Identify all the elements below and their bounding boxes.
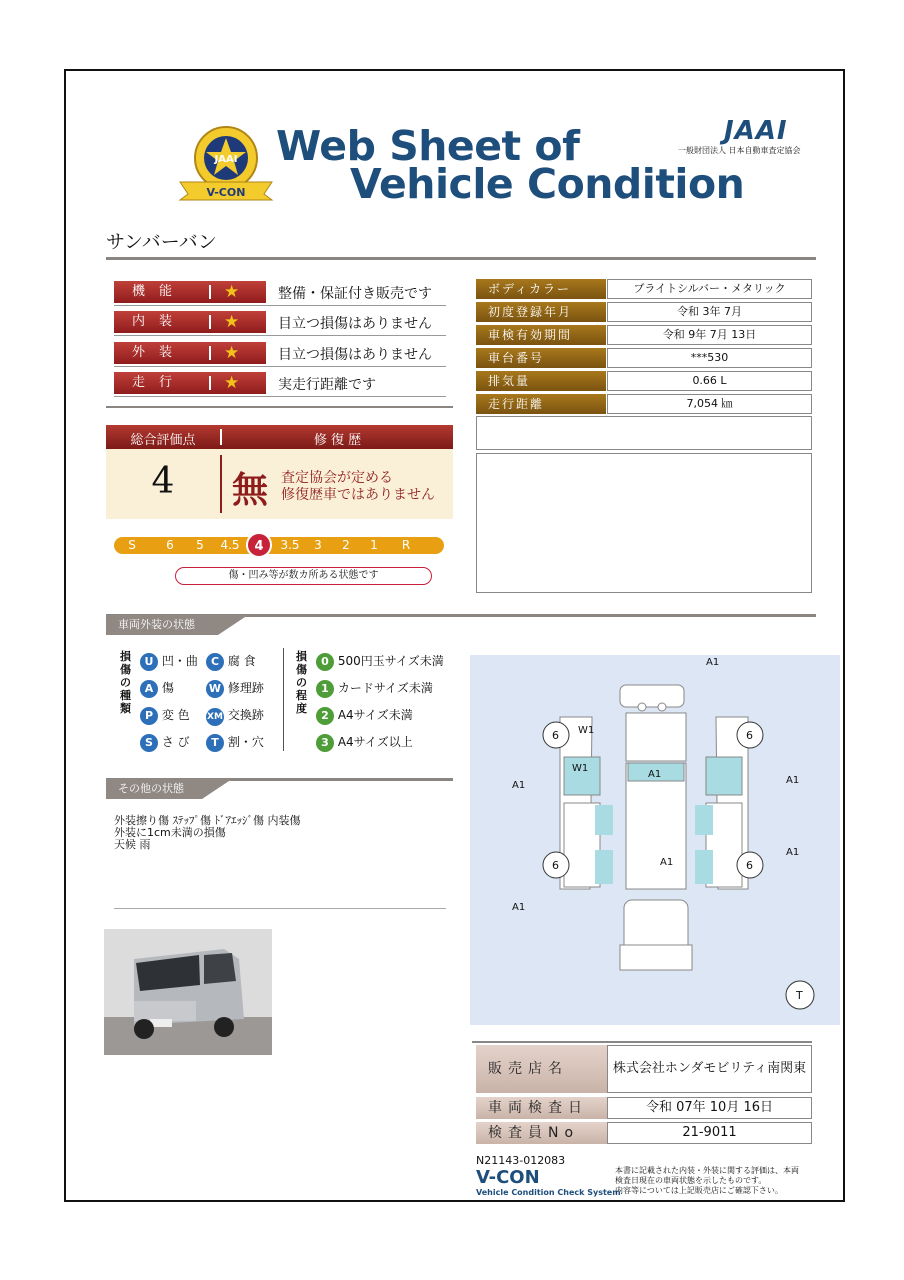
- grade-note: 傷・凹み等が数カ所ある状態です: [175, 567, 432, 585]
- spec-label-displacement: 排気量: [476, 371, 606, 391]
- diag-tire-rr: 6: [746, 859, 753, 872]
- type-T: T 割・穴: [206, 733, 264, 752]
- date-label: 車両検査日: [476, 1097, 607, 1119]
- other-line-2: 外装に1cm未満の損傷: [114, 826, 226, 839]
- grade-mark-4: 4: [246, 532, 272, 558]
- diag-a1-left-bottom: A1: [512, 902, 526, 913]
- degree-3: 3 A4サイズ以上: [316, 733, 413, 752]
- rating-label-mileage: 走行 ★: [114, 372, 266, 394]
- rating-label-interior: 内装 ★: [114, 311, 266, 333]
- footer-note-1: 本書に記載された内装・外装に関する評価は、本両: [615, 1166, 799, 1175]
- rating-text-function: 整備・保証付き販売です: [278, 286, 432, 302]
- exterior-section-title: 車両外装の状態: [106, 615, 218, 635]
- org-name: 一般財団法人 日本自動車査定協会: [678, 146, 801, 155]
- spec-value-registration: 令和 3年 7月: [607, 302, 812, 322]
- diag-a1-right-top: A1: [786, 775, 800, 786]
- title-line1: Web Sheet of: [276, 122, 580, 170]
- diag-a1-roof: A1: [648, 769, 662, 780]
- grade-mark-S: S: [128, 538, 136, 552]
- grade-mark-2: 2: [342, 538, 350, 552]
- overall-score: 4: [151, 461, 175, 502]
- star-icon: ★: [224, 343, 240, 363]
- rating-text-mileage: 実走行距離です: [278, 377, 376, 393]
- footer-brand: V-CON: [476, 1167, 540, 1188]
- footer-brand-sub: Vehicle Condition Check System: [476, 1188, 621, 1197]
- grade-mark-1: 1: [370, 538, 378, 552]
- grade-mark-4.5: 4.5: [220, 538, 240, 552]
- type-A: A 傷: [140, 679, 174, 698]
- rating-text-interior: 目立つ損傷はありません: [278, 316, 432, 332]
- jaai-logo: JAAI: [724, 116, 788, 146]
- spec-value-color: ブライトシルバー・メタリック: [607, 279, 812, 299]
- spec-value-mileage: 7,054 ㎞: [607, 394, 812, 414]
- type-U: U 凹・曲: [140, 652, 198, 671]
- other-line-1: 外装擦り傷 ｽﾃｯﾌﾟ傷 ﾄﾞｱｴｯｼﾞ傷 内装傷: [114, 814, 301, 827]
- type-W: W 修理跡: [206, 679, 264, 698]
- notes-box-2: [476, 453, 812, 593]
- grade-mark-R: R: [401, 538, 411, 552]
- diag-a1-right-bottom: A1: [786, 847, 800, 858]
- inspector-label: 検査員No: [476, 1122, 607, 1144]
- footer-code: N21143-012083: [476, 1154, 566, 1167]
- degree-2: 2 A4サイズ未満: [316, 706, 413, 725]
- vehicle-photo: [104, 929, 272, 1055]
- spec-label-mileage: 走行距離: [476, 394, 606, 414]
- star-icon: ★: [224, 312, 240, 332]
- diag-tire-fr: 6: [746, 729, 753, 742]
- grade-mark-6: 6: [166, 538, 174, 552]
- footer-note-3: 内容等については上記販売店にご確認下さい。: [615, 1186, 783, 1195]
- rating-label-exterior: 外装 ★: [114, 342, 266, 364]
- repair-status: 無: [232, 469, 269, 511]
- vcon-emblem-icon: [176, 124, 276, 202]
- diag-w1-top: W1: [578, 725, 595, 736]
- shop-label: 販売店名: [476, 1045, 607, 1093]
- inspector-value: 21-9011: [607, 1122, 812, 1144]
- star-icon: ★: [224, 373, 240, 393]
- spec-value-inspection: 令和 9年 7月 13日: [607, 325, 812, 345]
- type-XM: XM 交換跡: [206, 706, 264, 726]
- diag-tire-fl: 6: [552, 729, 559, 742]
- degree-0: 0 500円玉サイズ未満: [316, 652, 444, 671]
- diag-tire-rl: 6: [552, 859, 559, 872]
- spec-value-chassis: ***530: [607, 348, 812, 368]
- divider: [106, 257, 816, 260]
- spec-label-inspection: 車検有効期間: [476, 325, 606, 345]
- star-icon: ★: [224, 282, 240, 302]
- rating-text-exterior: 目立つ損傷はありません: [278, 347, 432, 363]
- type-P: P 変 色: [140, 706, 190, 725]
- svg-text:JAAI: JAAI: [214, 154, 238, 165]
- diag-w1-door: W1: [572, 763, 589, 774]
- other-line-3: 天候 雨: [114, 838, 151, 851]
- repair-header-label: 修 復 歴: [313, 433, 362, 448]
- spec-label-chassis: 車台番号: [476, 348, 606, 368]
- diag-a1-top: A1: [706, 657, 720, 668]
- damage-type-heading: 損傷の種類: [120, 650, 131, 715]
- footer-note-2: 検査日現在の車両状態を示したものです。: [615, 1176, 767, 1185]
- shop-value: 株式会社ホンダモビリティ南関東: [607, 1045, 812, 1093]
- spec-value-displacement: 0.66 L: [607, 371, 812, 391]
- score-header-label: 総合評価点: [130, 433, 196, 448]
- repair-desc-line1: 査定協会が定める: [281, 470, 393, 486]
- damage-degree-heading: 損傷の程度: [296, 650, 307, 715]
- diag-a1-bed: A1: [660, 857, 674, 868]
- damage-diagram: [470, 655, 840, 1025]
- type-S: S さ び: [140, 733, 190, 752]
- diag-t-mark: T: [796, 989, 803, 1002]
- spec-label-color: ボディカラー: [476, 279, 606, 299]
- spec-label-registration: 初度登録年月: [476, 302, 606, 322]
- vcon-badge-text: V-CON: [206, 186, 246, 199]
- type-C: C 腐 食: [206, 652, 256, 671]
- other-section-title: その他の状態: [106, 779, 202, 799]
- repair-desc-line2: 修復歴車ではありません: [281, 487, 435, 503]
- grade-mark-3.5: 3.5: [280, 538, 300, 552]
- degree-1: 1 カードサイズ未満: [316, 679, 433, 698]
- diag-a1-left-top: A1: [512, 780, 526, 791]
- title-line2: Vehicle Condition: [350, 160, 745, 208]
- grade-mark-3: 3: [314, 538, 322, 552]
- notes-box-1: [476, 416, 812, 450]
- date-value: 令和 07年 10月 16日: [607, 1097, 812, 1119]
- vehicle-name: サンバーバン: [106, 231, 217, 253]
- rating-label-function: 機能 ★: [114, 281, 266, 303]
- grade-mark-5: 5: [196, 538, 204, 552]
